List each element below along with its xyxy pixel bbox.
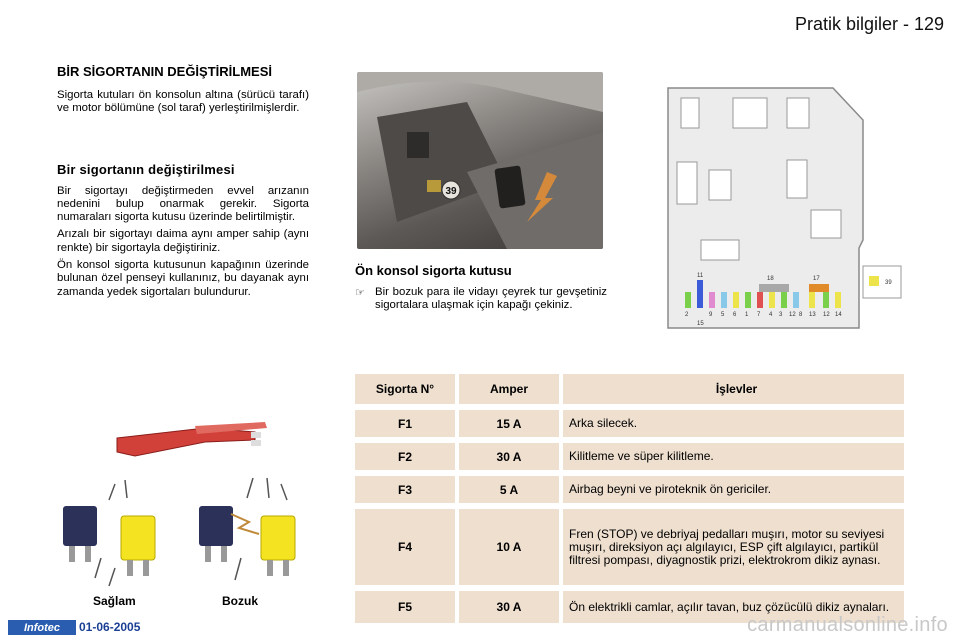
table-row	[355, 443, 904, 470]
blown-fuse-label: Bozuk	[222, 594, 258, 608]
svg-text:11: 11	[697, 273, 704, 279]
svg-text:9: 9	[709, 312, 713, 318]
svg-text:3: 3	[779, 312, 783, 318]
fuse-function: Arka silecek.	[563, 410, 904, 437]
intro-paragraph: Sigorta kutuları ön konsolun altına (sürücü tarafı) ve motor bölümüne (sol taraf) yerleştirilmişlerdir.	[57, 89, 309, 115]
svg-text:18: 18	[767, 276, 774, 282]
console-illustration	[357, 72, 603, 249]
fuse-illustration	[55, 418, 317, 590]
paragraph: Ön konsol sigorta kutusunun kapağının üzerinde bulunan özel penseyi kullanınız, bu dayanak aynı zamanda yedek sigortaları bulundurur.	[57, 259, 309, 298]
table-header-row	[355, 374, 904, 404]
console-fuse-box-title: Ön konsol sigorta kutusu	[355, 263, 512, 278]
page-title: Pratik bilgiler - 129	[794, 14, 944, 34]
fuse-number: F4	[355, 509, 455, 585]
instruction-text: Bir bozuk para ile vidayı çeyrek tur gevşetiniz sigortalara ulaşmak için kapağı çekiniz.	[375, 286, 607, 312]
callout-39: 39	[445, 186, 457, 197]
svg-text:5: 5	[721, 312, 725, 318]
watermark: carmanualsonline.info	[747, 614, 948, 636]
fuse-table	[355, 374, 904, 629]
fuse-function: Airbag beyni ve piroteknik ön gericiler.	[563, 476, 904, 503]
console-photo	[357, 72, 603, 249]
fuse-puller-icon	[117, 422, 267, 456]
infotec-logo: Infotec	[8, 620, 76, 635]
fuse-number: F2	[355, 443, 455, 470]
svg-text:14: 14	[835, 312, 842, 318]
good-fuse-icon	[63, 480, 155, 586]
subsection-title: Bir sigortanın değiştirilmesi	[57, 161, 235, 177]
hand-pointer-icon: ☞	[355, 286, 365, 299]
table-row	[355, 509, 904, 585]
table-row	[355, 410, 904, 437]
mid-column	[355, 263, 607, 313]
section-title: BİR SİGORTANIN DEĞİŞTİRİLMESİ	[57, 64, 272, 79]
svg-text:15: 15	[697, 321, 704, 327]
fuse-number: F1	[355, 410, 455, 437]
svg-text:39: 39	[885, 280, 892, 286]
fuse-number: F3	[355, 476, 455, 503]
svg-text:7: 7	[757, 312, 761, 318]
svg-text:8: 8	[799, 312, 803, 318]
column-header: İşlevler	[563, 374, 904, 404]
fuse-function: Fren (STOP) ve debriyaj pedalları muşırı, motor su seviyesi muşırı, direksiyon açı algılayıcı, ESP çift algılayıcı, partikül filtresi pompası, diyagnostik prizi, elektrokrom dikiz aynası.	[563, 509, 904, 585]
fuse-amperage: 15 A	[459, 410, 559, 437]
column-header: Amper	[459, 374, 559, 404]
fuse-amperage: 5 A	[459, 476, 559, 503]
svg-text:12: 12	[789, 312, 796, 318]
instruction-item	[355, 286, 607, 313]
fuse-amperage: 30 A	[459, 443, 559, 470]
svg-text:6: 6	[733, 312, 737, 318]
fuse-function: Ön elektrikli camlar, açılır tavan, buz çözücülü dikiz aynaları.	[563, 591, 904, 623]
blown-fuse-icon	[199, 478, 295, 580]
left-column	[57, 64, 309, 303]
svg-text:17: 17	[813, 276, 820, 282]
paragraph: Bir sigortayı değiştirmeden evvel arızanın nedenini bulup onarmak gerekir. Sigorta numaraları sigorta kutusu üzerinde belirtilmiştir.	[57, 184, 309, 224]
column-header: Sigorta N°	[355, 374, 455, 404]
paragraph: Arızalı bir sigortayı daima aynı amper sahip (aynı renkte) bir sigortayla değiştiriniz.	[57, 228, 309, 254]
fuse-number: F5	[355, 591, 455, 623]
svg-text:13: 13	[809, 312, 816, 318]
edition-date: 01-06-2005	[79, 620, 141, 634]
fuse-function: Kilitleme ve süper kilitleme.	[563, 443, 904, 470]
svg-text:12: 12	[823, 312, 830, 318]
fuse-amperage: 30 A	[459, 591, 559, 623]
svg-text:2: 2	[685, 312, 689, 318]
fuse-box-diagram	[663, 80, 903, 330]
fuse-amperage: 10 A	[459, 509, 559, 585]
svg-text:1: 1	[745, 312, 749, 318]
svg-text:4: 4	[769, 312, 773, 318]
good-fuse-label: Sağlam	[93, 594, 136, 608]
table-row	[355, 476, 904, 503]
